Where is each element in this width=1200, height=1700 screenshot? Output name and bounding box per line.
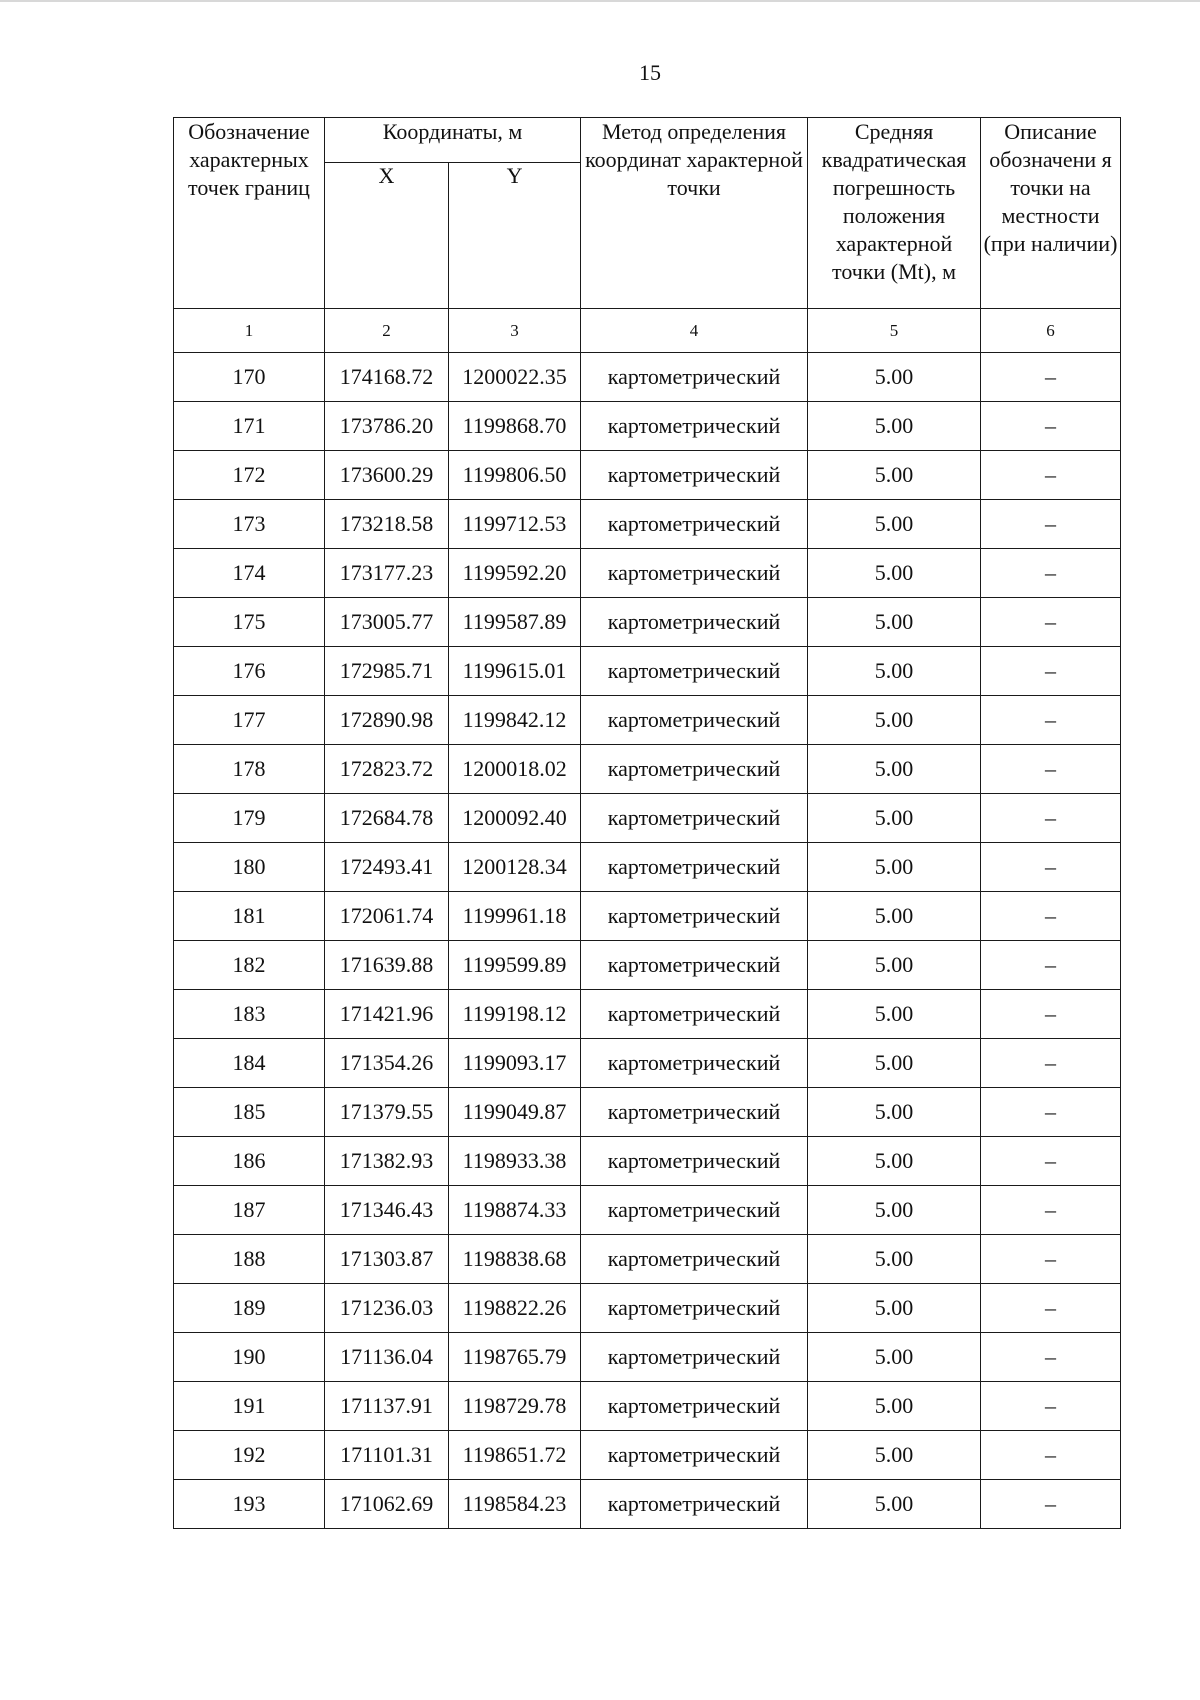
- cell-x: 171639.88: [325, 941, 449, 990]
- cell-point-id: 170: [174, 353, 325, 402]
- column-number: 4: [581, 309, 808, 353]
- cell-method: картометрический: [581, 794, 808, 843]
- cell-description: –: [981, 500, 1121, 549]
- cell-accuracy: 5.00: [808, 696, 981, 745]
- cell-accuracy: 5.00: [808, 794, 981, 843]
- table-row: [174, 1186, 1121, 1235]
- table-row: [174, 843, 1121, 892]
- table-row: [174, 892, 1121, 941]
- cell-point-id: 184: [174, 1039, 325, 1088]
- header-coordinates: Координаты, м: [325, 118, 581, 163]
- table-row: [174, 451, 1121, 500]
- table-row: [174, 794, 1121, 843]
- cell-accuracy: 5.00: [808, 1284, 981, 1333]
- cell-accuracy: 5.00: [808, 892, 981, 941]
- cell-x: 173218.58: [325, 500, 449, 549]
- cell-description: –: [981, 402, 1121, 451]
- table-row: [174, 1382, 1121, 1431]
- header-x: X: [325, 162, 449, 308]
- cell-point-id: 177: [174, 696, 325, 745]
- cell-y: 1198729.78: [449, 1382, 581, 1431]
- table-row: [174, 990, 1121, 1039]
- cell-method: картометрический: [581, 1039, 808, 1088]
- column-number-row: [174, 309, 1121, 353]
- cell-x: 171236.03: [325, 1284, 449, 1333]
- cell-point-id: 192: [174, 1431, 325, 1480]
- cell-point-id: 185: [174, 1088, 325, 1137]
- cell-y: 1198584.23: [449, 1480, 581, 1529]
- column-number: 6: [981, 309, 1121, 353]
- cell-accuracy: 5.00: [808, 1333, 981, 1382]
- column-number: 2: [325, 309, 449, 353]
- cell-method: картометрический: [581, 1088, 808, 1137]
- table-row: [174, 353, 1121, 402]
- cell-point-id: 179: [174, 794, 325, 843]
- cell-point-id: 187: [174, 1186, 325, 1235]
- cell-description: –: [981, 1480, 1121, 1529]
- cell-method: картометрический: [581, 1235, 808, 1284]
- table-row: [174, 598, 1121, 647]
- header-y: Y: [449, 162, 581, 308]
- cell-method: картометрический: [581, 1480, 808, 1529]
- cell-y: 1198651.72: [449, 1431, 581, 1480]
- cell-point-id: 171: [174, 402, 325, 451]
- cell-method: картометрический: [581, 696, 808, 745]
- cell-accuracy: 5.00: [808, 1235, 981, 1284]
- cell-point-id: 178: [174, 745, 325, 794]
- cell-method: картометрический: [581, 647, 808, 696]
- table-row: [174, 1333, 1121, 1382]
- cell-description: –: [981, 1088, 1121, 1137]
- table-row: [174, 745, 1121, 794]
- cell-description: –: [981, 990, 1121, 1039]
- header-accuracy: Средняя квадратическая погрешность положения характерной точки (Mt), м: [808, 118, 981, 309]
- cell-accuracy: 5.00: [808, 941, 981, 990]
- cell-method: картометрический: [581, 549, 808, 598]
- table-header: [174, 118, 1121, 353]
- cell-description: –: [981, 647, 1121, 696]
- header-description: Описание обозначени я точки на местности (при наличии): [981, 118, 1121, 309]
- table-row: [174, 549, 1121, 598]
- table-row: [174, 1039, 1121, 1088]
- page-number: 15: [639, 60, 661, 85]
- table-row: [174, 1235, 1121, 1284]
- cell-x: 171303.87: [325, 1235, 449, 1284]
- cell-point-id: 191: [174, 1382, 325, 1431]
- cell-method: картометрический: [581, 941, 808, 990]
- cell-x: 171421.96: [325, 990, 449, 1039]
- cell-accuracy: 5.00: [808, 1480, 981, 1529]
- cell-point-id: 180: [174, 843, 325, 892]
- cell-description: –: [981, 1284, 1121, 1333]
- table-row: [174, 500, 1121, 549]
- cell-description: –: [981, 451, 1121, 500]
- cell-x: 172684.78: [325, 794, 449, 843]
- header-method: Метод определения координат характерной точки: [581, 118, 808, 309]
- cell-y: 1199093.17: [449, 1039, 581, 1088]
- cell-x: 171136.04: [325, 1333, 449, 1382]
- cell-point-id: 186: [174, 1137, 325, 1186]
- column-number: 1: [174, 309, 325, 353]
- cell-accuracy: 5.00: [808, 843, 981, 892]
- cell-y: 1200022.35: [449, 353, 581, 402]
- scan-edge: [0, 0, 1200, 2]
- cell-y: 1198822.26: [449, 1284, 581, 1333]
- cell-method: картометрический: [581, 745, 808, 794]
- cell-y: 1198933.38: [449, 1137, 581, 1186]
- cell-x: 173600.29: [325, 451, 449, 500]
- column-number: 3: [449, 309, 581, 353]
- cell-description: –: [981, 1333, 1121, 1382]
- cell-x: 173786.20: [325, 402, 449, 451]
- cell-y: 1199049.87: [449, 1088, 581, 1137]
- cell-point-id: 172: [174, 451, 325, 500]
- header-point-id: Обозначение характерных точек границ: [174, 118, 325, 309]
- cell-point-id: 176: [174, 647, 325, 696]
- cell-point-id: 181: [174, 892, 325, 941]
- cell-point-id: 174: [174, 549, 325, 598]
- cell-y: 1199842.12: [449, 696, 581, 745]
- table-row: [174, 402, 1121, 451]
- table-row: [174, 1284, 1121, 1333]
- cell-description: –: [981, 696, 1121, 745]
- cell-point-id: 193: [174, 1480, 325, 1529]
- cell-x: 172890.98: [325, 696, 449, 745]
- cell-x: 171101.31: [325, 1431, 449, 1480]
- cell-description: –: [981, 745, 1121, 794]
- cell-description: –: [981, 843, 1121, 892]
- cell-accuracy: 5.00: [808, 647, 981, 696]
- cell-description: –: [981, 353, 1121, 402]
- cell-x: 171382.93: [325, 1137, 449, 1186]
- cell-description: –: [981, 1137, 1121, 1186]
- cell-x: 171354.26: [325, 1039, 449, 1088]
- cell-y: 1198765.79: [449, 1333, 581, 1382]
- cell-method: картометрический: [581, 451, 808, 500]
- cell-point-id: 175: [174, 598, 325, 647]
- cell-accuracy: 5.00: [808, 1088, 981, 1137]
- cell-description: –: [981, 549, 1121, 598]
- table-row: [174, 696, 1121, 745]
- cell-y: 1200092.40: [449, 794, 581, 843]
- cell-description: –: [981, 1382, 1121, 1431]
- cell-accuracy: 5.00: [808, 451, 981, 500]
- cell-method: картометрический: [581, 402, 808, 451]
- cell-x: 171062.69: [325, 1480, 449, 1529]
- cell-y: 1200128.34: [449, 843, 581, 892]
- cell-method: картометрический: [581, 1284, 808, 1333]
- cell-accuracy: 5.00: [808, 1186, 981, 1235]
- cell-y: 1199587.89: [449, 598, 581, 647]
- cell-y: 1198874.33: [449, 1186, 581, 1235]
- cell-accuracy: 5.00: [808, 1431, 981, 1480]
- cell-method: картометрический: [581, 1333, 808, 1382]
- cell-method: картометрический: [581, 990, 808, 1039]
- cell-y: 1199592.20: [449, 549, 581, 598]
- cell-method: картометрический: [581, 500, 808, 549]
- cell-x: 171379.55: [325, 1088, 449, 1137]
- cell-point-id: 173: [174, 500, 325, 549]
- cell-y: 1198838.68: [449, 1235, 581, 1284]
- cell-y: 1199868.70: [449, 402, 581, 451]
- cell-description: –: [981, 794, 1121, 843]
- cell-y: 1199961.18: [449, 892, 581, 941]
- cell-y: 1199712.53: [449, 500, 581, 549]
- table-row: [174, 1480, 1121, 1529]
- cell-accuracy: 5.00: [808, 1137, 981, 1186]
- cell-point-id: 182: [174, 941, 325, 990]
- cell-x: 172061.74: [325, 892, 449, 941]
- cell-method: картометрический: [581, 353, 808, 402]
- cell-accuracy: 5.00: [808, 402, 981, 451]
- cell-x: 172823.72: [325, 745, 449, 794]
- cell-point-id: 190: [174, 1333, 325, 1382]
- cell-x: 171346.43: [325, 1186, 449, 1235]
- cell-method: картометрический: [581, 1186, 808, 1235]
- cell-y: 1199198.12: [449, 990, 581, 1039]
- cell-description: –: [981, 941, 1121, 990]
- cell-description: –: [981, 1186, 1121, 1235]
- cell-accuracy: 5.00: [808, 745, 981, 794]
- cell-description: –: [981, 892, 1121, 941]
- cell-accuracy: 5.00: [808, 353, 981, 402]
- cell-y: 1200018.02: [449, 745, 581, 794]
- table-row: [174, 647, 1121, 696]
- cell-y: 1199599.89: [449, 941, 581, 990]
- cell-accuracy: 5.00: [808, 598, 981, 647]
- cell-method: картометрический: [581, 892, 808, 941]
- table-row: [174, 1431, 1121, 1480]
- cell-description: –: [981, 598, 1121, 647]
- cell-description: –: [981, 1235, 1121, 1284]
- cell-y: 1199806.50: [449, 451, 581, 500]
- cell-point-id: 188: [174, 1235, 325, 1284]
- cell-x: 173005.77: [325, 598, 449, 647]
- cell-x: 173177.23: [325, 549, 449, 598]
- table-row: [174, 1137, 1121, 1186]
- cell-description: –: [981, 1431, 1121, 1480]
- table-row: [174, 1088, 1121, 1137]
- cell-point-id: 189: [174, 1284, 325, 1333]
- boundary-points-table: [173, 117, 1121, 1529]
- cell-accuracy: 5.00: [808, 990, 981, 1039]
- cell-accuracy: 5.00: [808, 1382, 981, 1431]
- cell-accuracy: 5.00: [808, 1039, 981, 1088]
- cell-accuracy: 5.00: [808, 549, 981, 598]
- cell-method: картометрический: [581, 1137, 808, 1186]
- cell-method: картометрический: [581, 1431, 808, 1480]
- cell-method: картометрический: [581, 843, 808, 892]
- column-number: 5: [808, 309, 981, 353]
- cell-x: 171137.91: [325, 1382, 449, 1431]
- cell-accuracy: 5.00: [808, 500, 981, 549]
- cell-point-id: 183: [174, 990, 325, 1039]
- cell-x: 172493.41: [325, 843, 449, 892]
- cell-x: 172985.71: [325, 647, 449, 696]
- cell-method: картометрический: [581, 1382, 808, 1431]
- cell-method: картометрический: [581, 598, 808, 647]
- cell-y: 1199615.01: [449, 647, 581, 696]
- table-body: [174, 353, 1121, 1529]
- cell-x: 174168.72: [325, 353, 449, 402]
- table-row: [174, 941, 1121, 990]
- cell-description: –: [981, 1039, 1121, 1088]
